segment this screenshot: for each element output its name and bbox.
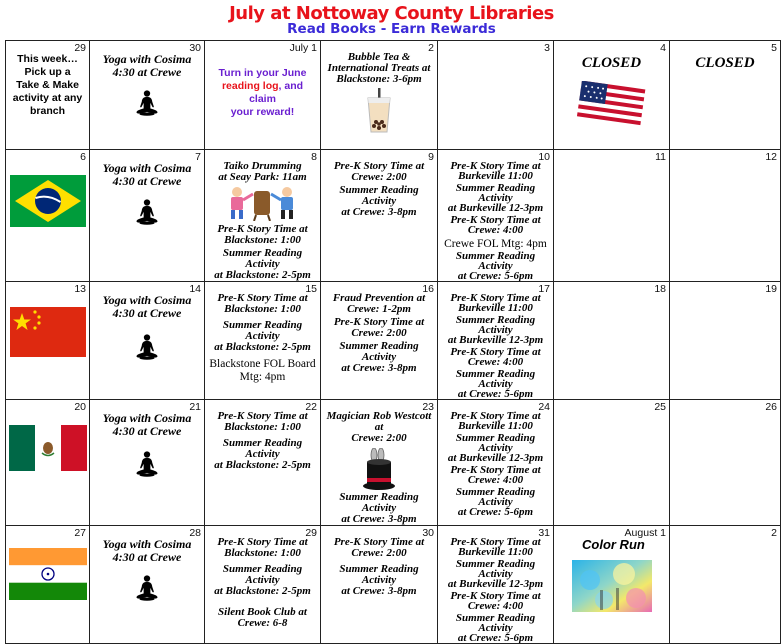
yoga-icon xyxy=(132,450,162,480)
event-text: Blackstone: 1:00 xyxy=(224,303,301,315)
day-cell[interactable] xyxy=(321,282,438,400)
event-text: Summer Reading Activity xyxy=(222,437,303,460)
event-text: at Crewe: 5-6pm xyxy=(457,506,534,518)
yoga-icon xyxy=(132,198,162,228)
day-number: 16 xyxy=(422,283,434,295)
event-text: Summer Reading Activity xyxy=(339,184,419,207)
event-text: Crewe: 4:00 xyxy=(467,600,524,612)
week-row xyxy=(6,41,781,150)
mexico-flag-icon xyxy=(9,425,87,471)
event-text: Summer Reading Activity xyxy=(339,491,419,514)
event-text: Blackstone: 1:00 xyxy=(224,421,301,433)
event-text: Crewe: 2:00 xyxy=(351,432,407,444)
event-text: Burkeville 11:00 xyxy=(458,302,533,314)
event-text: Pre-K Story Time at xyxy=(333,536,425,548)
event-text: at Blackstone: 2-5pm xyxy=(214,459,311,471)
day-number: 6 xyxy=(80,151,86,163)
event-text: at Burkeville 12-3pm xyxy=(447,202,544,214)
day-cell[interactable] xyxy=(205,526,321,644)
event-text: Summer Reading Activity xyxy=(455,314,536,336)
day-number: 31 xyxy=(538,527,550,539)
day-cell[interactable] xyxy=(321,400,438,526)
day-number: 12 xyxy=(765,151,777,163)
day-cell[interactable] xyxy=(670,150,781,282)
event-text: Summer Reading Activity xyxy=(339,340,419,363)
event-text: Summer Reading Activity xyxy=(455,432,536,454)
day-number: 29 xyxy=(74,42,86,54)
event-text: Summer Reading Activity xyxy=(455,250,536,272)
day-number: July 1 xyxy=(289,42,317,54)
event-text: Bubble Tea & xyxy=(347,51,411,63)
event-text: Crewe: 2:00 xyxy=(351,171,407,183)
day-cell[interactable] xyxy=(554,41,670,150)
day-cell[interactable] xyxy=(6,41,90,150)
event-text: Crewe: 4:00 xyxy=(467,356,524,368)
event-text: at Crewe: 3-8pm xyxy=(341,362,417,374)
week-row xyxy=(6,400,781,526)
event-text: Fraud Prevention at xyxy=(332,292,426,304)
day-number: 11 xyxy=(655,151,666,163)
day-number: 21 xyxy=(189,401,201,413)
event-text: 4:30 at Crewe xyxy=(112,550,182,564)
event-text: at Seay Park: 11am xyxy=(218,171,307,183)
day-cell[interactable] xyxy=(6,400,90,526)
event-text: 4:30 at Crewe xyxy=(112,174,182,188)
day-number: 14 xyxy=(189,283,201,295)
event-text: Crewe: 6-8 xyxy=(237,617,288,629)
event-text: Silent Book Club at xyxy=(218,606,307,618)
event-text: Pre-K Story Time at xyxy=(217,536,308,548)
event-text: Summer Reading Activity xyxy=(455,182,536,204)
day-cell[interactable] xyxy=(670,526,781,644)
event-text: at Crewe: 3-8pm xyxy=(341,585,417,597)
day-number: 10 xyxy=(538,151,550,163)
day-number: August 1 xyxy=(624,527,666,539)
event-text: at Burkeville 12-3pm xyxy=(447,452,544,464)
event-text: at Crewe: 5-6pm xyxy=(457,270,534,282)
day-number: 20 xyxy=(74,401,86,413)
day-cell[interactable] xyxy=(554,150,670,282)
event-text: at Crewe: 5-6pm xyxy=(457,388,534,400)
event-text: Pre-K Story Time at xyxy=(333,316,425,328)
page-subtitle: Read Books - Earn Rewards xyxy=(287,21,496,37)
day-cell[interactable] xyxy=(205,150,321,282)
event-text: Pre-K Story Time at xyxy=(333,160,425,172)
event-text: Pre-K Story Time at xyxy=(450,346,541,358)
color-run-photo xyxy=(572,560,652,612)
event-text: Pre-K Story Time at xyxy=(217,292,308,304)
day-number: 8 xyxy=(311,151,317,163)
day-cell[interactable] xyxy=(438,400,554,526)
event-text: Blackstone: 3-6pm xyxy=(336,73,422,85)
event-text: Yoga with Cosima xyxy=(102,293,192,307)
event-text: at Burkeville 12-3pm xyxy=(447,334,544,346)
day-number: 2 xyxy=(771,527,777,539)
day-number: 5 xyxy=(771,42,777,54)
event-text: Summer Reading Activity xyxy=(222,247,303,270)
event-text: Crewe FOL Mtg: 4pm xyxy=(444,238,547,250)
day-cell[interactable] xyxy=(554,400,670,526)
day-number: 15 xyxy=(305,283,317,295)
day-cell[interactable] xyxy=(670,41,781,150)
yoga-icon xyxy=(132,574,162,604)
event-text: 4:30 at Crewe xyxy=(112,65,182,79)
day-number: 2 xyxy=(428,42,434,54)
day-number: 3 xyxy=(544,42,550,54)
day-number: 9 xyxy=(428,151,434,163)
event-text: at Blackstone: 2-5pm xyxy=(214,341,311,353)
day-cell[interactable] xyxy=(670,282,781,400)
event-text: Pre-K Story Time at xyxy=(450,292,541,304)
color-run-title: Color Run xyxy=(582,537,645,552)
event-text: Pre-K Story Time at xyxy=(450,590,541,602)
day-cell[interactable] xyxy=(90,526,205,644)
event-text: at Crewe: 3-8pm xyxy=(341,206,417,218)
closed-label: CLOSED xyxy=(581,55,642,71)
day-cell[interactable] xyxy=(205,400,321,526)
take-make-note: This week… Pick up a Take & Make activity at any branch xyxy=(12,53,83,117)
day-cell[interactable] xyxy=(321,150,438,282)
day-number: 26 xyxy=(765,401,777,413)
day-cell[interactable] xyxy=(321,41,438,150)
day-cell[interactable] xyxy=(6,150,90,282)
day-cell[interactable] xyxy=(554,526,670,644)
event-text: Yoga with Cosima xyxy=(102,411,192,425)
event-text: Pre-K Story Time at xyxy=(217,410,308,422)
day-cell[interactable] xyxy=(321,526,438,644)
event-text: at Burkeville 12-3pm xyxy=(447,578,544,590)
day-number: 25 xyxy=(654,401,666,413)
day-cell[interactable] xyxy=(438,41,554,150)
event-text: at Crewe: 5-6pm xyxy=(457,632,534,644)
day-number: 19 xyxy=(765,283,777,295)
day-cell[interactable] xyxy=(90,400,205,526)
event-text: Burkeville 11:00 xyxy=(458,170,533,182)
calendar-grid xyxy=(5,40,781,644)
event-text: Summer Reading Activity xyxy=(222,319,303,342)
day-number: 29 xyxy=(305,527,317,539)
page-title: July at Nottoway County Libraries xyxy=(229,3,554,24)
event-text: Summer Reading Activity xyxy=(455,612,536,634)
event-text: Summer Reading Activity xyxy=(339,563,419,586)
week-row xyxy=(6,150,781,282)
brazil-flag-icon xyxy=(10,175,86,227)
event-text: at Blackstone: 2-5pm xyxy=(214,585,311,597)
event-text: Crewe: 4:00 xyxy=(467,224,524,236)
event-text: Crewe: 4:00 xyxy=(467,474,524,486)
event-text: Burkeville 11:00 xyxy=(458,546,533,558)
event-text: Blackstone: 1:00 xyxy=(224,547,301,559)
event-text: Yoga with Cosima xyxy=(102,52,192,66)
event-text: Pre-K Story Time at xyxy=(450,536,541,548)
event-text: 4:30 at Crewe xyxy=(112,306,182,320)
yoga-icon xyxy=(132,333,162,363)
day-number: 13 xyxy=(74,283,86,295)
event-text: Burkeville 11:00 xyxy=(458,420,533,432)
event-text: Yoga with Cosima xyxy=(102,161,192,175)
event-text: Crewe: 2:00 xyxy=(351,547,407,559)
event-text: Blackstone FOL Board Mtg: 4pm xyxy=(209,358,316,383)
india-flag-icon xyxy=(9,548,87,600)
day-cell[interactable] xyxy=(554,282,670,400)
event-text: Pre-K Story Time at xyxy=(450,464,541,476)
day-cell[interactable] xyxy=(90,150,205,282)
us-flag-icon xyxy=(577,81,647,127)
day-cell[interactable] xyxy=(438,282,554,400)
day-number: 30 xyxy=(189,42,201,54)
event-text: Summer Reading Activity xyxy=(222,563,303,586)
day-number: 23 xyxy=(422,401,434,413)
day-cell[interactable] xyxy=(438,150,554,282)
event-text: Taiko Drumming xyxy=(223,160,302,172)
day-cell[interactable] xyxy=(438,526,554,644)
event-text: Crewe: 2:00 xyxy=(351,327,407,339)
magic-hat-icon xyxy=(361,448,397,492)
day-number: 27 xyxy=(74,527,86,539)
day-cell[interactable] xyxy=(205,282,321,400)
day-number: 22 xyxy=(305,401,317,413)
event-text: Blackstone: 1:00 xyxy=(224,234,301,246)
day-number: 7 xyxy=(195,151,201,163)
china-flag-icon xyxy=(10,307,86,357)
event-text: Yoga with Cosima xyxy=(102,537,192,551)
event-text: Pre-K Story Time at xyxy=(450,410,541,422)
reading-log-note: Turn in your June reading log, and claim your reward! xyxy=(218,67,307,118)
event-text: Crewe: 1-2pm xyxy=(347,303,411,315)
event-text: Pre-K Story Time at xyxy=(450,160,541,172)
day-cell[interactable] xyxy=(205,41,321,150)
day-number: 30 xyxy=(422,527,434,539)
day-cell[interactable] xyxy=(6,282,90,400)
event-text: 4:30 at Crewe xyxy=(112,424,182,438)
event-text: Pre-K Story Time at xyxy=(217,223,308,235)
event-text: at Crewe: 3-8pm xyxy=(341,513,417,525)
event-text: Summer Reading Activity xyxy=(455,486,536,508)
day-cell[interactable] xyxy=(6,526,90,644)
bubble-tea-icon xyxy=(364,88,394,134)
week-row xyxy=(6,526,781,644)
day-number: 28 xyxy=(189,527,201,539)
event-text: Magician Rob Westcott at xyxy=(326,410,432,433)
day-number: 24 xyxy=(538,401,550,413)
day-cell[interactable] xyxy=(90,41,205,150)
day-number: 4 xyxy=(660,42,666,54)
taiko-drummers-icon xyxy=(223,185,303,221)
event-text: Summer Reading Activity xyxy=(455,558,536,580)
week-row xyxy=(6,282,781,400)
event-text: at Blackstone: 2-5pm xyxy=(214,269,311,281)
day-number: 17 xyxy=(538,283,550,295)
yoga-icon xyxy=(132,89,162,119)
closed-label: CLOSED xyxy=(695,55,755,71)
day-cell[interactable] xyxy=(670,400,781,526)
day-number: 18 xyxy=(654,283,666,295)
event-text: International Treats at xyxy=(327,62,431,74)
day-cell[interactable] xyxy=(90,282,205,400)
event-text: Summer Reading Activity xyxy=(455,368,536,390)
event-text: Pre-K Story Time at xyxy=(450,214,541,226)
